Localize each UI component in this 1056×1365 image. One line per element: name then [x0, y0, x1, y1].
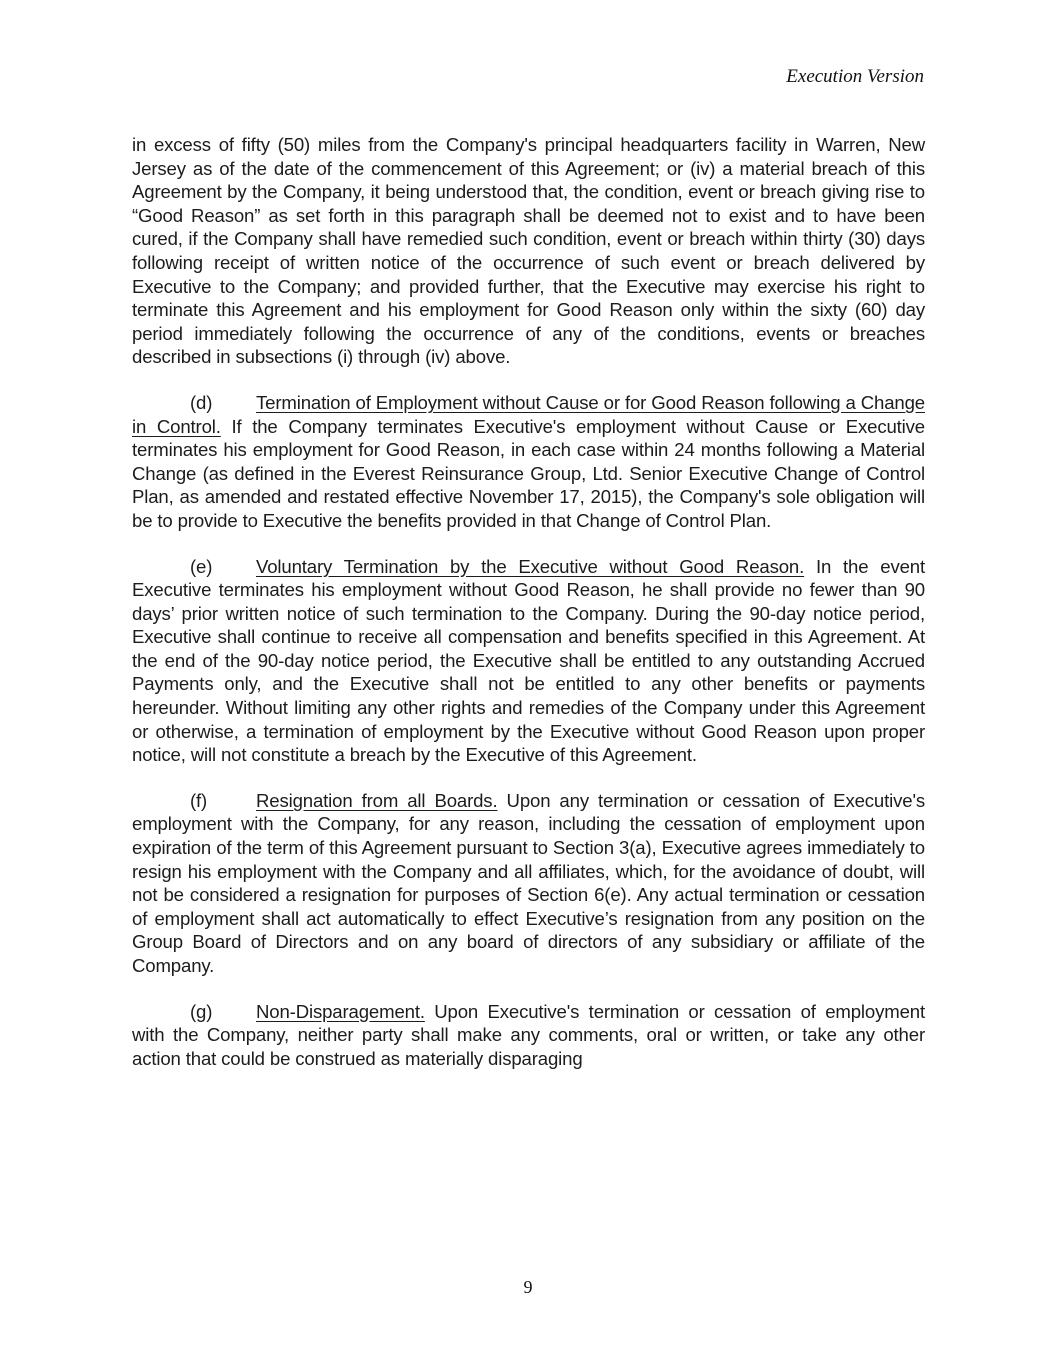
paragraph-d	[132, 391, 925, 533]
paragraph-body-f: Upon any termination or cessation of Executive's employment with the Company, for any reason, including the cessation of employment upon expiration of the term of this Agreement pursuant to Section 3(a), Executive agrees immediately to resign his employment with the Company and all affiliates, which, for the avoidance of doubt, will not be considered a resignation for purposes of Section 6(e). Any actual termination or cessation of employment shall act automatically to effect Executive’s resignation from any position on the Group Board of Directors and on any board of directors of any subsidiary or affiliate of the Company.	[132, 789, 925, 976]
paragraph-label-e: (e)	[190, 555, 213, 577]
paragraph-label-d: (d)	[190, 391, 213, 413]
paragraph-body-e: In the event Executive terminates his employment without Good Reason, he shall provide no fewer than 90 days’ prior written notice of such termination to the Company. During the 90-day notice period, Executive shall continue to receive all compensation and benefits specified in this Agreement. At the end of the 90-day notice period, the Executive shall be entitled to any outstanding Accrued Payments only, and the Executive shall not be entitled to any other benefits or payments hereunder. Without limiting any other rights and remedies of the Company under this Agreement or otherwise, a termination of employment by the Executive without Good Reason upon proper notice, will not constitute a breach by the Executive of this Agreement.	[132, 555, 925, 766]
paragraph-heading-d: Termination of Employment without Cause or for Good Reason following a Change in Control.	[132, 391, 925, 437]
paragraph-g	[132, 1000, 925, 1071]
paragraph-body-g: Upon Executive's termination or cessation of employment with the Company, neither party shall make any comments, oral or written, or take any other action that could be construed as materially disparaging	[132, 1000, 925, 1069]
execution-version-label: Execution Version	[786, 66, 924, 87]
paragraph-c-continued: in excess of fifty (50) miles from the Company's principal headquarters facility in Warren, New Jersey as of the date of the commencement of this Agreement; or (iv) a material breach of this Agreement by the Company, it being understood that, the condition, event or breach giving rise to “Good Reason” as set forth in this paragraph shall be deemed not to exist and to have been cured, if the Company shall have remedied such condition, event or breach within thirty (30) days following receipt of written notice of the occurrence of such event or breach delivered by Executive to the Company; and provided further, that the Executive may exercise his right to terminate this Agreement and his employment for Good Reason only within the sixty (60) day period immediately following the occurrence of any of the conditions, events or breaches described in subsections (i) through (iv) above.	[132, 134, 925, 368]
paragraph-heading-f: Resignation from all Boards.	[256, 789, 498, 811]
paragraph-heading-e: Voluntary Termination by the Executive without Good Reason.	[256, 555, 805, 577]
paragraph-f	[132, 789, 925, 978]
paragraph-heading-g: Non-Disparagement.	[256, 1000, 425, 1022]
page-number: 9	[523, 1277, 533, 1297]
document-body	[132, 133, 925, 1092]
paragraph-body-d: If the Company terminates Executive's employment without Cause or Executive terminates his employment for Good Reason, in each case within 24 months following a Material Change (as defined in the Everest Reinsurance Group, Ltd. Senior Executive Change of Control Plan, as amended and restated effective November 17, 2015), the Company's sole obligation will be to provide to Executive the benefits provided in that Change of Control Plan.	[132, 415, 925, 531]
paragraph-label-g: (g)	[190, 1000, 213, 1022]
paragraph-e	[132, 555, 925, 767]
paragraph-label-f: (f)	[190, 789, 208, 811]
